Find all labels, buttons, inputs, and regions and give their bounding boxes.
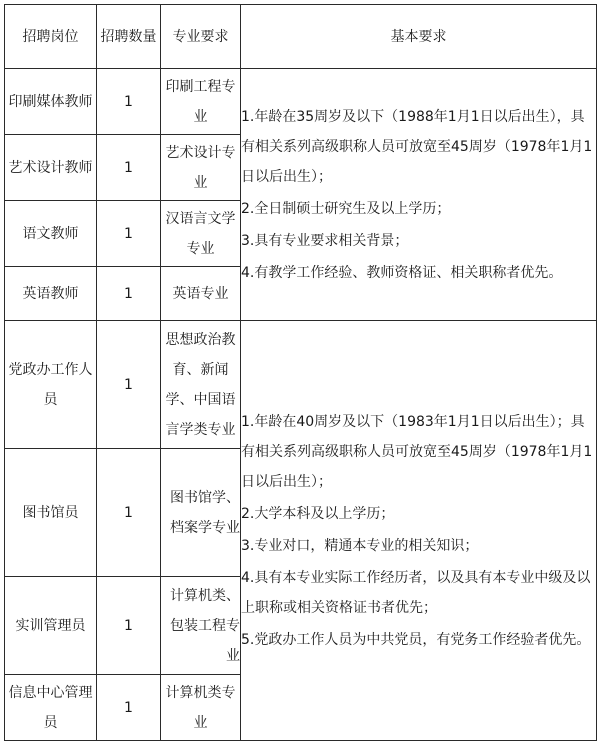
requirement-item: 2.大学本科及以上学历； xyxy=(241,505,395,522)
requirement-item: 4.有教学工作经验、教师资格证、相关职称者优先。 xyxy=(241,264,563,281)
header-count: 招聘数量 xyxy=(97,5,161,69)
requirement-item: 3.具有专业要求相关背景； xyxy=(241,232,409,249)
requirement-item: 4.具有本专业实际工作经历者，以及具有本专业中级及以上职称或相关资格证书者优先； xyxy=(241,569,591,616)
count-cell: 1 xyxy=(97,69,161,135)
requirements-cell-group-2 xyxy=(241,321,597,741)
position-cell: 实训管理员 xyxy=(5,577,97,675)
major-cell: 图书馆学、档案学专业 xyxy=(161,449,241,577)
requirement-item: 1.年龄在40周岁及以下（1983年1月1日以后出生）；具有相关系列高级职称人员可放宽至45周岁（1978年1月1日以后出生）； xyxy=(241,413,593,490)
position-cell: 语文教师 xyxy=(5,201,97,267)
table-row xyxy=(5,69,597,135)
position-cell: 印刷媒体教师 xyxy=(5,69,97,135)
position-cell: 党政办工作人员 xyxy=(5,321,97,449)
major-cell: 计算机类、包装工程专业 xyxy=(161,577,241,675)
header-position: 招聘岗位 xyxy=(5,5,97,69)
major-cell: 计算机类专业 xyxy=(161,675,241,741)
position-cell: 图书馆员 xyxy=(5,449,97,577)
header-row xyxy=(5,5,597,69)
header-major: 专业要求 xyxy=(161,5,241,69)
requirements-cell-group-1 xyxy=(241,69,597,321)
requirement-item: 2.全日制硕士研究生及以上学历； xyxy=(241,200,451,217)
count-cell: 1 xyxy=(97,267,161,321)
count-cell: 1 xyxy=(97,135,161,201)
major-cell: 印刷工程专业 xyxy=(161,69,241,135)
table-row xyxy=(5,321,597,449)
count-cell: 1 xyxy=(97,577,161,675)
requirement-item: 3.专业对口，精通本专业的相关知识； xyxy=(241,537,479,554)
requirement-item: 1.年龄在35周岁及以下（1988年1月1日以后出生），具有相关系列高级职称人员可放宽至45周岁（1978年1月1日以后出生）； xyxy=(241,108,593,185)
count-cell: 1 xyxy=(97,675,161,741)
count-cell: 1 xyxy=(97,449,161,577)
position-cell: 信息中心管理员 xyxy=(5,675,97,741)
count-cell: 1 xyxy=(97,201,161,267)
count-cell: 1 xyxy=(97,321,161,449)
position-cell: 英语教师 xyxy=(5,267,97,321)
recruitment-table xyxy=(4,4,597,741)
position-cell: 艺术设计教师 xyxy=(5,135,97,201)
major-cell: 思想政治教育、新闻学、中国语言学类专业 xyxy=(161,321,241,449)
major-cell: 英语专业 xyxy=(161,267,241,321)
major-cell: 汉语言文学专业 xyxy=(161,201,241,267)
requirement-item: 5.党政办工作人员为中共党员，有党务工作经验者优先。 xyxy=(241,631,591,648)
major-cell: 艺术设计专业 xyxy=(161,135,241,201)
header-requirements: 基本要求 xyxy=(241,5,597,69)
